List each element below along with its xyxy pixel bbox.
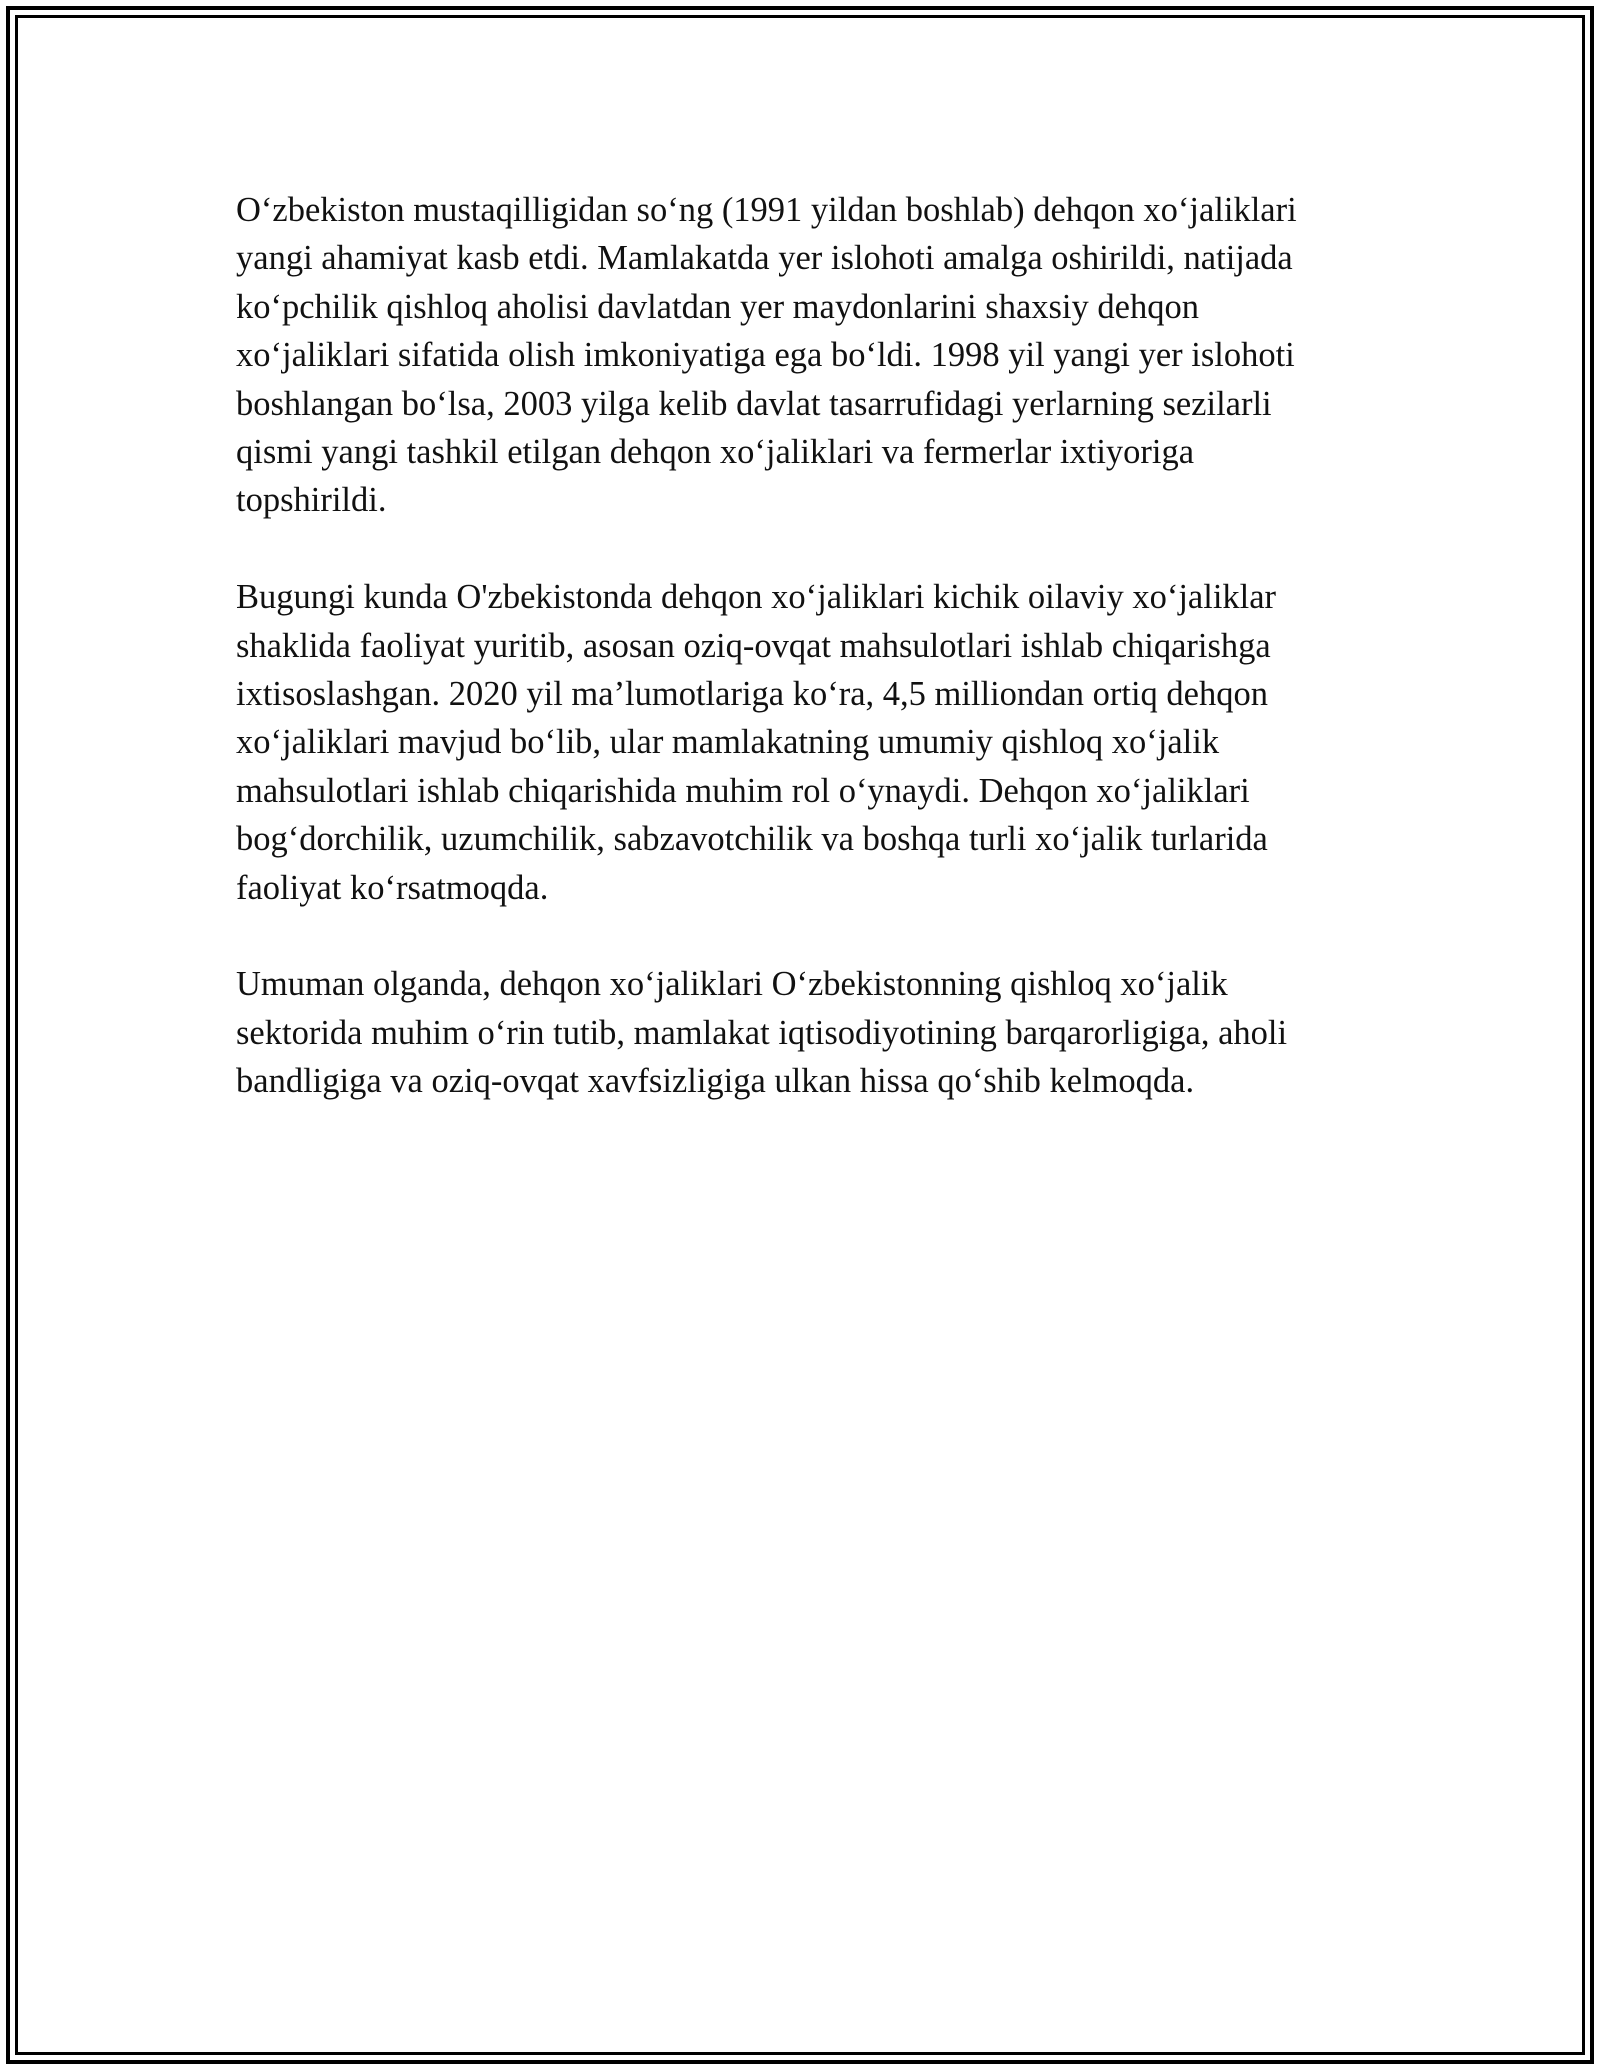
paragraph-line: O‘zbekiston mustaqilligidan so‘ng (1991 yildan boshlab) dehqon xo‘jaliklari (236, 191, 1297, 229)
paragraph-line: bog‘dorchilik, uzumchilik, sabzavotchilik va boshqa turli xo‘jalik turlarida (236, 820, 1268, 859)
paragraph-line: mahsulotlari ishlab chiqarishida muhim rol o‘ynaydi. Dehqon xo‘jaliklari (236, 771, 1250, 810)
paragraph-line: Umuman olganda, dehqon xo‘jaliklari O‘zbekistonning qishloq xo‘jalik (236, 965, 1228, 1004)
paragraph-3 (236, 960, 1376, 1105)
paragraph-line: xo‘jaliklari mavjud bo‘lib, ular mamlakatning umumiy qishloq xo‘jalik (236, 723, 1220, 762)
paragraph-line: faoliyat ko‘rsatmoqda. (236, 868, 549, 907)
paragraph-line: bandligiga va oziq-ovqat xavfsizligiga ulkan hissa qo‘shib kelmoqda. (236, 1062, 1195, 1101)
paragraph-line: qismi yangi tashkil etilgan dehqon xo‘jaliklari va fermerlar ixtiyoriga (236, 433, 1195, 472)
document-body (236, 186, 1376, 1154)
paragraph-1 (236, 186, 1376, 525)
paragraph-line: xo‘jaliklari sifatida olish imkoniyatiga ega bo‘ldi. 1998 yil yangi yer islohoti (236, 336, 1295, 375)
paragraph-line: shaklida faoliyat yuritib, asosan oziq-ovqat mahsulotlari ishlab chiqarishga (236, 626, 1271, 665)
paragraph-line: ko‘pchilik qishloq aholisi davlatdan yer maydonlarini shaxsiy dehqon (236, 287, 1199, 326)
paragraph-2 (236, 573, 1376, 912)
paragraph-line: topshirildi. (236, 481, 387, 520)
paragraph-line: sektorida muhim o‘rin tutib, mamlakat iqtisodiyotining barqarorligiga, aholi (236, 1013, 1288, 1052)
paragraph-line: boshlangan bo‘lsa, 2003 yilga kelib davlat tasarrufidagi yerlarning sezilarli (236, 384, 1272, 423)
paragraph-line: yangi ahamiyat kasb etdi. Mamlakatda yer islohoti amalga oshirildi, natijada (236, 239, 1293, 278)
paragraph-line: ixtisoslashgan. 2020 yil ma’lumotlariga ko‘ra, 4,5 milliondan ortiq dehqon (236, 675, 1268, 714)
paragraph-line: Bugungi kunda O'zbekistonda dehqon xo‘jaliklari kichik oilaviy xo‘jaliklar (236, 578, 1277, 617)
